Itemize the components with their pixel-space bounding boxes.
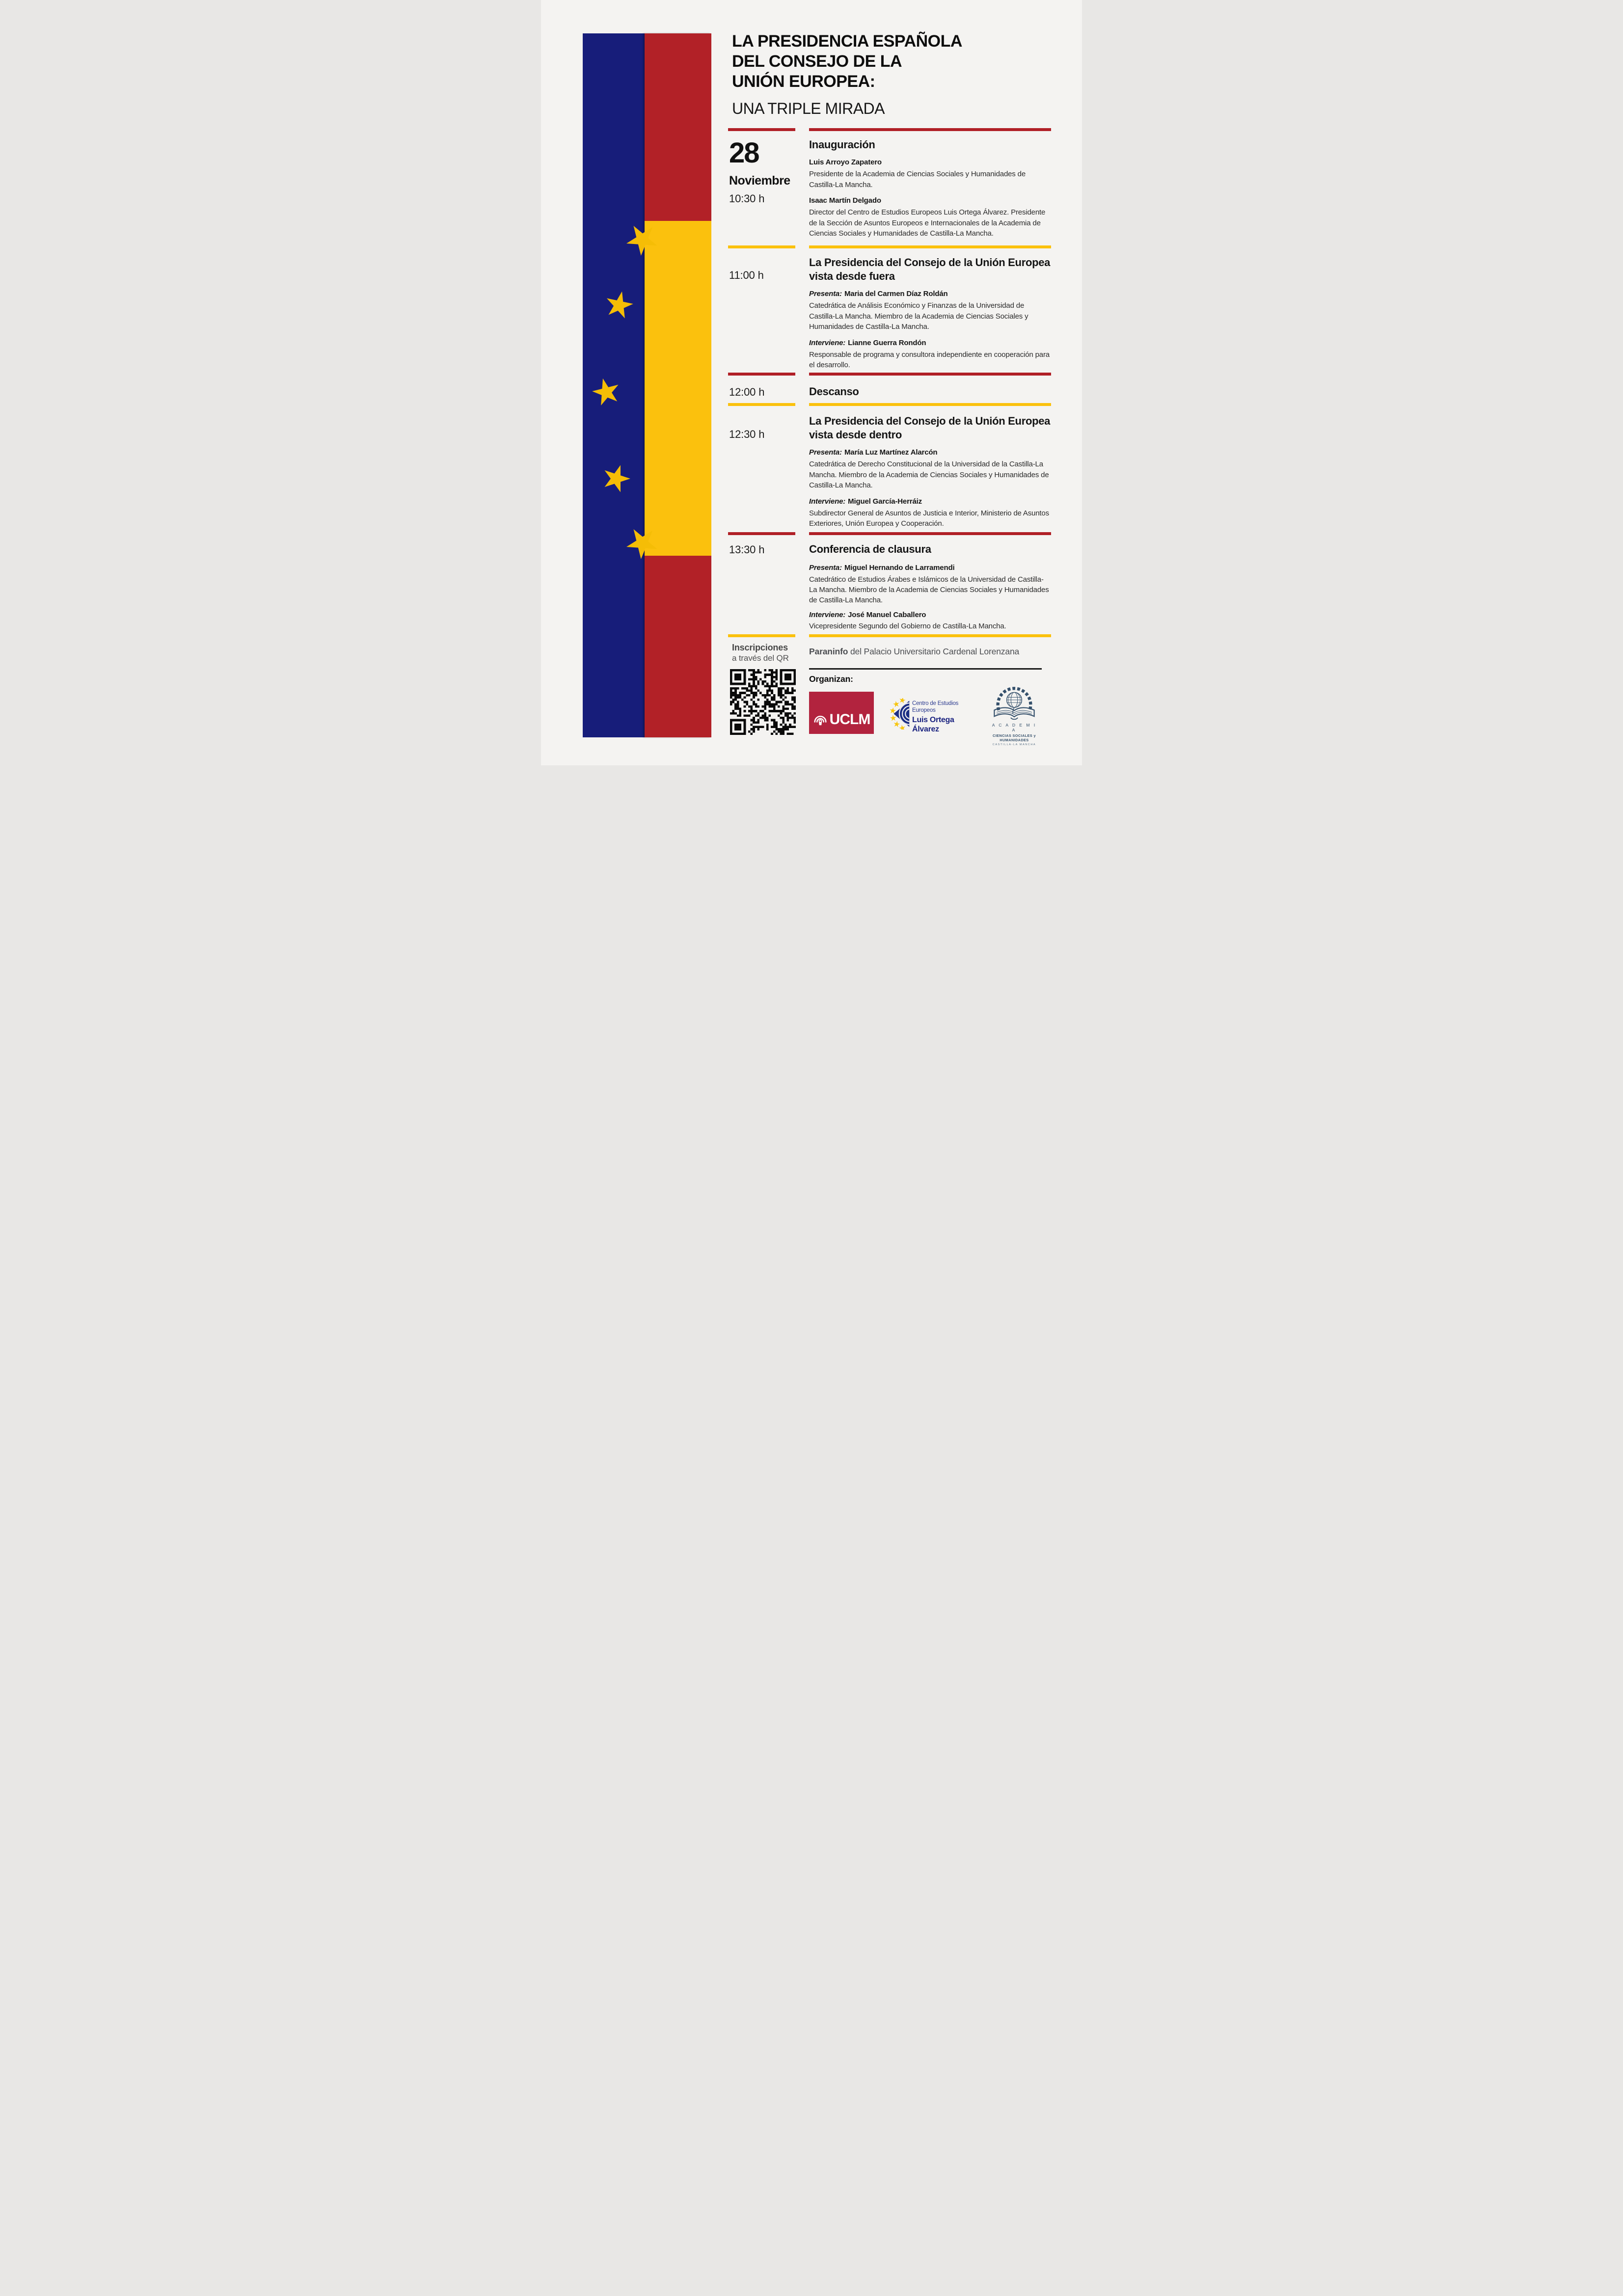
- divider-yellow-1: [728, 245, 1051, 248]
- session-clausura: [809, 542, 1051, 631]
- organizers-label: Organizan:: [809, 674, 853, 684]
- qr-code: [730, 669, 796, 735]
- footer-divider-line: [809, 668, 1042, 670]
- venue-name: Paraninfo: [809, 647, 848, 656]
- session-inauguracion: [809, 138, 1051, 239]
- subtitle: UNA TRIPLE MIRADA: [732, 100, 885, 117]
- title-line-2: DEL CONSEJO DE LA: [732, 52, 902, 71]
- academia-logo-line1: A C A D E M I A: [992, 723, 1037, 732]
- presenta-line: [809, 448, 1051, 457]
- eu-star-icon: [621, 521, 662, 562]
- cee-logo-line1: Centro de Estudios Europeos: [912, 701, 959, 713]
- uclm-arch-icon: [813, 713, 828, 727]
- eu-stars-arc: [583, 33, 711, 737]
- eu-star-icon: [621, 217, 662, 259]
- presenta-label: Presenta:: [809, 448, 842, 457]
- presenta-name: Miguel Hernando de Larramendi: [844, 564, 955, 572]
- interviene-role: Vicepresidente Segundo del Gobierno de Castilla-La Mancha.: [809, 622, 1006, 630]
- session-title: Inauguración: [809, 138, 875, 151]
- page-title: [732, 31, 1057, 92]
- presenta-role: Catedrática de Análisis Económico y Finanzas de la Universidad de Castilla-La Mancha. Miembro de la Academia de Ciencias Sociales y Humanidades de Castilla-La Mancha.: [809, 301, 1028, 331]
- title-line-1: LA PRESIDENCIA ESPAÑOLA: [732, 32, 962, 51]
- eu-star-icon: [590, 375, 622, 406]
- session-descanso: [809, 385, 1051, 399]
- session-title: La Presidencia del Consejo de la Unión Europea vista desde fuera: [809, 256, 1051, 282]
- presenta-line: [809, 564, 1051, 572]
- venue-line: [809, 647, 1051, 657]
- inscriptions-subtitle: a través del QR: [732, 653, 789, 663]
- presenta-name: Maria del Carmen Díaz Roldán: [844, 290, 948, 298]
- presenta-line: [809, 290, 1051, 298]
- time-label-1200: 12:00 h: [729, 386, 765, 398]
- session-title: La Presidencia del Consejo de la Unión Europea vista desde dentro: [809, 415, 1051, 441]
- presenta-role: Catedrático de Estudios Árabes e Islámicos de la Universidad de Castilla-La Mancha. Miembro de la Academia de Ciencias Sociales y Humanidades de Castilla-La Mancha.: [809, 575, 1049, 604]
- interviene-label: Interviene:: [809, 338, 846, 347]
- eu-star-icon: [603, 289, 635, 320]
- session-vista-desde-fuera: [809, 256, 1051, 371]
- eu-star-icon: [600, 461, 634, 494]
- venue-detail: del Palacio Universitario Cardenal Lorenzana: [848, 647, 1020, 656]
- interviene-line: [809, 611, 1051, 619]
- spain-eu-flag-graphic: [583, 33, 711, 737]
- cee-logo-line2: Luis Ortega Álvarez: [912, 716, 954, 733]
- divider-yellow-2: [728, 403, 1051, 406]
- time-label-1100: 11:00 h: [729, 269, 764, 281]
- presenta-name: María Luz Martínez Alarcón: [844, 448, 938, 457]
- inscriptions-title: Inscripciones: [732, 643, 788, 652]
- divider-red-1: [728, 128, 1051, 131]
- speaker-name: Isaac Martín Delgado: [809, 196, 881, 205]
- interviene-name: José Manuel Caballero: [848, 611, 926, 619]
- interviene-role: Responsable de programa y consultora independiente en cooperación para el desarrollo.: [809, 350, 1050, 369]
- time-label-1230: 12:30 h: [729, 428, 765, 440]
- presenta-role: Catedrática de Derecho Constitucional de la Universidad de la Castilla-La Mancha. Miembro de la Academia de Ciencias Sociales y Humanidades de Castilla-La Mancha.: [809, 460, 1049, 489]
- date-month: Noviembre: [729, 174, 790, 188]
- academia-logo-line2: CIENCIAS SOCIALES y HUMANIDADES: [993, 733, 1036, 742]
- speaker-role: Presidente de la Academia de Ciencias Sociales y Humanidades de Castilla-La Mancha.: [809, 170, 1026, 189]
- academia-emblem-icon: [992, 685, 1037, 722]
- cee-logo: [880, 698, 978, 733]
- interviene-name: Lianne Guerra Rondón: [848, 338, 926, 347]
- date-day: 28: [729, 137, 759, 169]
- inscriptions-note: [732, 643, 811, 663]
- interviene-role: Subdirector General de Asuntos de Justicia e Interior, Ministerio de Asuntos Exteriores, Unión Europea y Cooperación.: [809, 509, 1049, 528]
- speaker-name: Luis Arroyo Zapatero: [809, 158, 882, 166]
- session-title: Conferencia de clausura: [809, 543, 931, 555]
- interviene-name: Miguel García-Herráiz: [848, 497, 922, 506]
- date-time: 10:30 h: [729, 192, 765, 205]
- time-label-1330: 13:30 h: [729, 543, 765, 556]
- event-date-block: [729, 139, 808, 205]
- presenta-label: Presenta:: [809, 564, 842, 572]
- presenta-label: Presenta:: [809, 290, 842, 298]
- speaker-role: Director del Centro de Estudios Europeos Luis Ortega Álvarez. Presidente de la Sección de Asuntos Europeos e Internacionales de la Academia de Ciencias Sociales y Humanidades de Castilla-La Mancha.: [809, 208, 1046, 238]
- interviene-label: Interviene:: [809, 611, 846, 619]
- uclm-logo-text: UCLM: [829, 711, 870, 728]
- session-vista-desde-dentro: [809, 414, 1051, 529]
- divider-red-2: [728, 373, 1051, 376]
- divider-yellow-3: [728, 634, 1051, 637]
- cee-stars-chevron-icon: [880, 698, 910, 729]
- interviene-line: [809, 339, 1051, 347]
- uclm-logo: [809, 692, 874, 734]
- divider-red-3: [728, 532, 1051, 535]
- interviene-line: [809, 497, 1051, 506]
- event-poster: [541, 0, 1082, 765]
- interviene-label: Interviene:: [809, 497, 846, 506]
- academia-logo: [990, 685, 1039, 746]
- session-title: Descanso: [809, 385, 859, 398]
- academia-logo-line3: CASTILLA-LA MANCHA: [992, 743, 1036, 746]
- poster-header: [732, 31, 1057, 118]
- qr-code-pattern: [730, 669, 796, 735]
- title-line-3: UNIÓN EUROPEA:: [732, 72, 875, 91]
